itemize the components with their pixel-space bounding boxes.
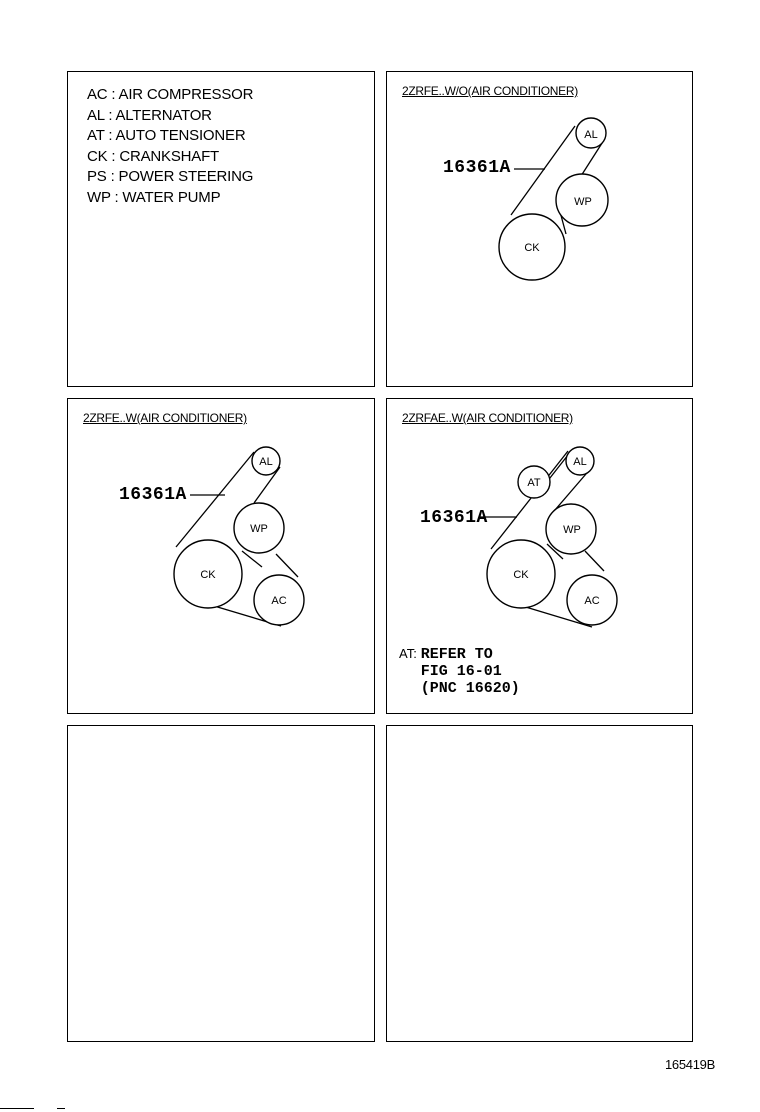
reference-note [399,646,520,697]
empty-panel-right [386,725,693,1042]
pulley-label-ac: AC [271,595,287,607]
belt-diagram-2zrfae-with-ac [386,398,693,714]
legend-item-ps: PS : POWER STEERING [87,168,254,186]
empty-panel-left [67,725,375,1042]
note-line: REFER TO [420,646,493,663]
diagram-title: 2ZRFE..W/O(AIR CONDITIONER) [402,84,578,98]
part-number-label: 16361A [119,485,187,505]
legend-item-ck: CK : CRANKSHAFT [87,147,220,165]
pulley-label-wp: WP [574,196,592,208]
pulley-label-at: AT [527,477,541,489]
pulley-label-al: AL [259,456,273,468]
pulley-label-wp: WP [563,524,581,536]
belt-routing-svg [68,399,374,713]
scan-artifact [57,1108,65,1109]
diagram-title: 2ZRFE..W(AIR CONDITIONER) [83,411,247,425]
pulley-label-ck: CK [513,569,529,581]
legend-panel [67,71,375,387]
belt-segment [276,554,298,577]
note-line: FIG 16-01 [420,663,502,680]
scan-artifact [0,1108,34,1109]
belt-segment [585,551,604,571]
belt-diagram-no-ac [386,71,693,387]
legend-item-at: AT : AUTO TENSIONER [87,127,246,145]
pulley-label-al: AL [584,129,598,141]
part-number-label: 16361A [420,508,488,528]
pulley-label-wp: WP [250,523,268,535]
legend-item-al: AL : ALTERNATOR [87,106,212,124]
part-number-label: 16361A [443,158,511,178]
pulley-label-al: AL [573,456,587,468]
note-body [421,646,520,697]
note-prefix: AT: [399,646,417,661]
belt-routing-svg [387,72,692,386]
diagram-title: 2ZRFAE..W(AIR CONDITIONER) [402,411,573,425]
legend-item-wp: WP : WATER PUMP [87,188,221,206]
pulley-label-ck: CK [200,569,216,581]
pulley-label-ck: CK [524,242,540,254]
legend-list [87,85,253,209]
figure-number: 165419B [665,1057,715,1072]
pulley-label-ac: AC [584,595,600,607]
belt-diagram-with-ac [67,398,375,714]
legend-item-ac: AC : AIR COMPRESSOR [87,86,254,103]
note-line: (PNC 16620) [420,680,520,697]
